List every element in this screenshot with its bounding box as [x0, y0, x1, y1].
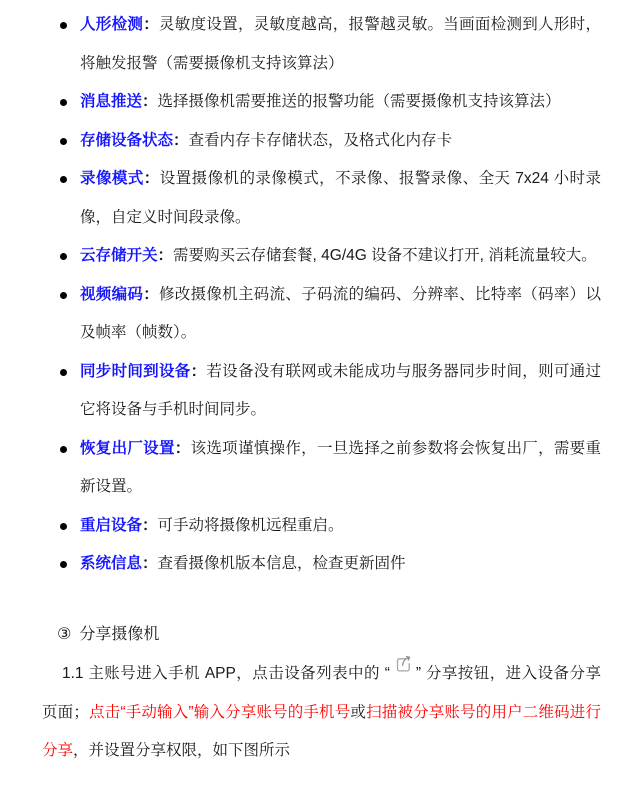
term-separator: ： — [142, 516, 158, 534]
list-item-humanoid-detection — [42, 6, 601, 83]
list-item-video-encoding — [42, 276, 601, 353]
share-icon — [393, 654, 413, 674]
bullet-marker — [60, 176, 67, 183]
feature-term: 存储设备状态 — [80, 131, 174, 149]
feature-term: 录像模式 — [80, 170, 144, 187]
section-title: 分享摄像机 — [79, 625, 160, 643]
feature-term: 系统信息 — [80, 555, 143, 572]
term-separator: ： — [157, 247, 174, 264]
paragraph-text: 1.1 主账号进入手机 APP，点击设备列表中的 “ — [62, 665, 390, 682]
list-item-storage-status — [42, 122, 601, 161]
feature-term: 视频编码 — [80, 285, 144, 303]
feature-term: 人形检测 — [80, 16, 144, 33]
feature-description: 可手动将摄像机远程重启。 — [157, 516, 344, 534]
feature-term: 恢复出厂设置 — [80, 439, 175, 457]
share-instructions-paragraph — [42, 654, 601, 771]
term-separator: ： — [143, 285, 159, 303]
bullet-marker — [60, 523, 67, 530]
feature-term: 消息推送 — [80, 93, 143, 110]
paragraph-text: ” 分享按钮，进入设备分享页面； — [42, 665, 601, 721]
bullet-marker — [60, 369, 67, 376]
feature-term: 重启设备 — [80, 516, 143, 534]
feature-description: 该选项谨慎操作，一旦选择之前参数将会恢复出厂，需要重新设置。 — [80, 439, 601, 495]
feature-description: 设置摄像机的录像模式，不录像、报警录像、全天 7x24 小时录像，自定义时间段录像。 — [80, 170, 601, 226]
feature-description: 查看内存卡存储状态，及格式化内存卡 — [188, 131, 453, 149]
term-separator: ： — [143, 16, 159, 33]
list-item-recording-mode — [42, 160, 601, 237]
section-number-marker: ③ — [57, 625, 72, 643]
paragraph-highlight-manual-input: 点击“手动输入”输入分享账号的手机号 — [88, 703, 351, 721]
feature-description: 选择摄像机需要推送的报警功能（需要摄像机支持该算法） — [157, 93, 561, 110]
feature-term: 云存储开关 — [80, 247, 158, 264]
term-separator: ： — [173, 131, 189, 149]
bullet-marker — [60, 138, 67, 145]
term-separator: ： — [142, 555, 158, 572]
bullet-marker — [60, 22, 67, 29]
feature-description: 修改摄像机主码流、子码流的编码、分辨率、比特率（码率）以及帧率（帧数）。 — [80, 285, 601, 341]
feature-description: 需要购买云存储套餐, 4G/4G 设备不建议打开, 消耗流量较大。 — [173, 247, 597, 264]
feature-term: 同步时间到设备 — [80, 362, 191, 380]
feature-description: 查看摄像机版本信息，检查更新固件 — [157, 555, 406, 572]
paragraph-text: 或 — [350, 703, 367, 721]
list-item-sync-time — [42, 353, 601, 430]
bullet-marker — [60, 253, 67, 260]
bullet-marker — [60, 561, 67, 568]
section-heading-share-camera — [42, 616, 601, 655]
feature-description: 灵敏度设置，灵敏度越高，报警越灵敏。当画面检测到人形时，将触发报警（需要摄像机支持该算法） — [80, 16, 601, 72]
term-separator: ： — [142, 93, 158, 110]
list-item-cloud-storage-switch — [42, 237, 601, 276]
paragraph-text: ，并设置分享权限，如下图所示 — [73, 742, 291, 759]
list-item-reboot-device — [42, 507, 601, 546]
bullet-marker — [60, 99, 67, 106]
term-separator: ： — [143, 170, 160, 187]
bullet-marker — [60, 292, 67, 299]
paragraph-highlight-scan-qrcode: 扫描被分享账号的用户二维码进行分享 — [42, 703, 601, 759]
list-item-factory-reset — [42, 430, 601, 507]
term-separator: ： — [174, 439, 191, 457]
feature-list — [42, 6, 601, 584]
bullet-marker — [60, 446, 67, 453]
term-separator: ： — [190, 362, 207, 380]
feature-description: 若设备没有联网或未能成功与服务器同步时间，则可通过它将设备与手机时间同步。 — [80, 362, 601, 418]
list-item-message-push — [42, 83, 601, 122]
list-item-system-info — [42, 545, 601, 584]
